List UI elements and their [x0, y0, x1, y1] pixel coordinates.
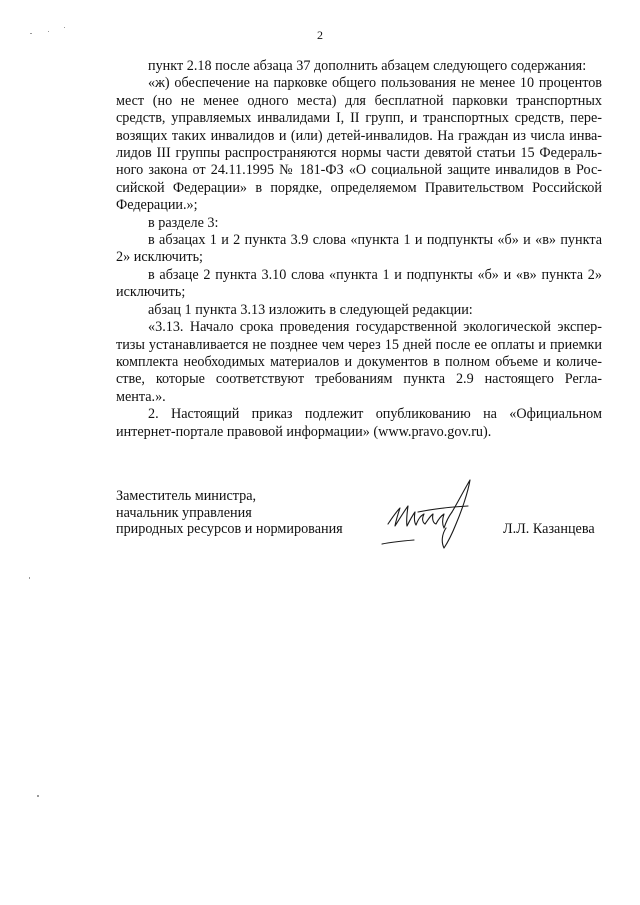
text-line: в абзацах 1 и 2 пункта 3.9 слова «пункта 1 и подпункты «б» и «в» пункта — [148, 232, 602, 249]
document-body — [116, 58, 602, 441]
text-line: «3.13. Начало срока проведения государственной экологической экспер- — [148, 319, 602, 336]
scan-artifact — [30, 33, 32, 34]
signatory-title-line: Заместитель министра, — [116, 488, 257, 504]
text-line: интернет-портале правовой информации» (www.pravo.gov.ru). — [116, 423, 492, 440]
text-line: исключить; — [116, 284, 186, 301]
text-line: тизы устанавливается не позднее чем через 15 дней после ее оплаты и приемки — [116, 336, 602, 353]
text-line: лидов III группы распространяются нормы части девятой статьи 15 Федераль- — [116, 145, 602, 162]
page-number: 2 — [317, 28, 323, 42]
text-line: комплекта необходимых материалов и документов в полном объеме и количе- — [116, 353, 602, 370]
text-line: сийской Федерации» в порядке, определяемом Правительством Российской — [116, 179, 602, 196]
scan-artifact — [48, 31, 49, 32]
scan-artifact — [37, 795, 39, 797]
text-line: мест (но не менее одного места) для бесплатной парковки транспортных — [116, 92, 602, 109]
signatory-title-line: природных ресурсов и нормирования — [116, 521, 343, 537]
signature-block — [116, 488, 606, 568]
text-line: возящих таких инвалидов и (или) детей-инвалидов. На граждан из числа инва- — [116, 127, 602, 144]
handwritten-signature — [378, 472, 498, 562]
text-line: в абзаце 2 пункта 3.10 слова «пункта 1 и подпункты «б» и «в» пункта 2» — [148, 266, 602, 283]
text-line: 2. Настоящий приказ подлежит опубликованию на «Официальном — [148, 406, 602, 423]
signatory-name: Л.Л. Казанцева — [503, 521, 595, 537]
signatory-title-line: начальник управления — [116, 504, 252, 521]
text-line: 2» исключить; — [116, 249, 203, 266]
text-line: «ж) обеспечение на парковке общего пользования не менее 10 процентов — [148, 75, 602, 92]
text-line: ного закона от 24.11.1995 № 181-ФЗ «О социальной защите инвалидов в Рос- — [116, 162, 602, 179]
scan-artifact — [64, 27, 65, 28]
text-line: пункт 2.18 после абзаца 37 дополнить абзацем следующего содержания: — [148, 58, 587, 74]
scan-artifact — [29, 577, 30, 579]
text-line: средств, управляемых инвалидами I, II групп, и транспортных средств, пере- — [116, 110, 602, 127]
text-line: мента.». — [116, 388, 166, 405]
text-line: стве, которые соответствуют требованиям пункта 2.9 настоящего Регла- — [116, 371, 602, 388]
text-line: Федерации.»; — [116, 197, 198, 214]
text-line: абзац 1 пункта 3.13 изложить в следующей редакции: — [148, 301, 473, 318]
text-line: в разделе 3: — [148, 214, 219, 231]
